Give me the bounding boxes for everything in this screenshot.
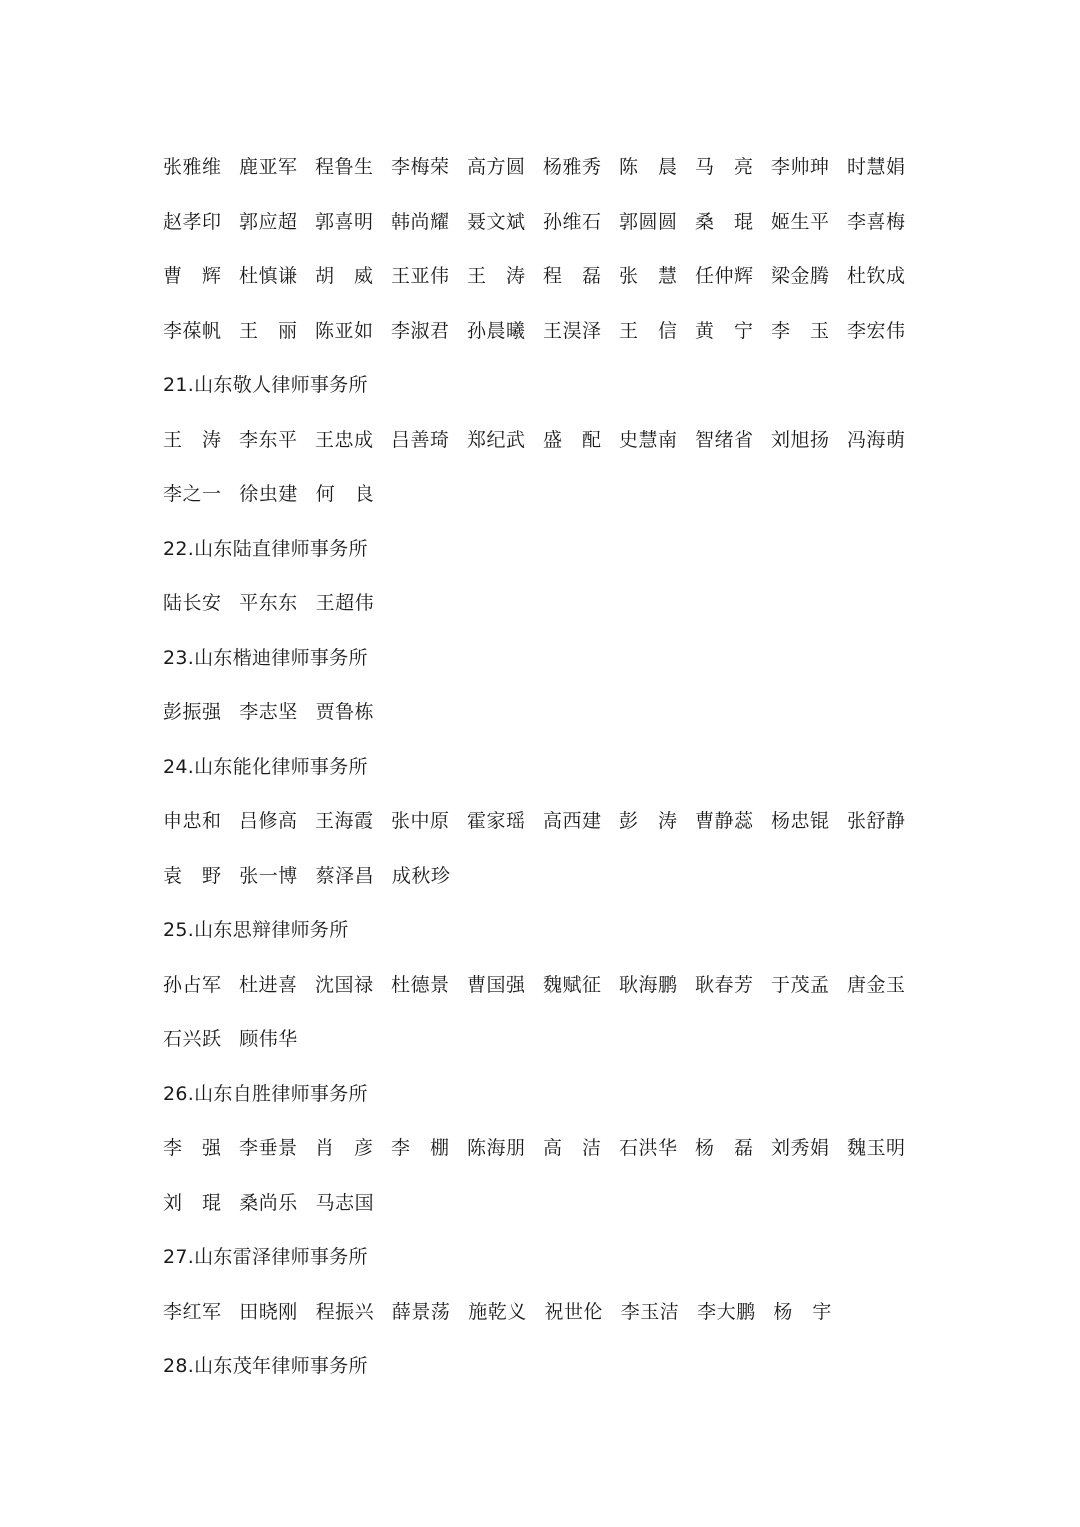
lawyer-name: 程 磊 [543,265,602,287]
firm-heading: 25.山东思辩律师务所 [163,919,349,941]
lawyer-name: 贾鲁栋 [315,701,375,723]
lawyer-name: 张雅维 [163,156,222,178]
lawyer-name: 李红军 [163,1300,222,1323]
lawyer-name: 李志坚 [239,701,298,723]
lawyer-name: 孙晨曦 [467,319,526,342]
lawyer-name: 郭应超 [239,210,298,233]
lawyer-name: 魏赋征 [543,973,602,996]
lawyer-name: 孙占军 [163,973,222,996]
firm-heading: 27.山东雷泽律师事务所 [163,1246,368,1268]
lawyer-names-row [163,685,923,740]
lawyer-name: 曹静蕊 [695,810,754,832]
lawyer-name: 智绪省 [695,428,754,451]
lawyer-name: 蔡泽昌 [315,864,375,887]
lawyer-name: 李垂景 [239,1137,298,1159]
lawyer-name: 成秋珍 [391,864,451,887]
lawyer-name: 杨雅秀 [543,156,602,178]
lawyer-name: 李淑君 [391,319,450,342]
lawyer-name: 李梅荣 [391,156,450,178]
firm-heading: 23.山东楷迪律师事务所 [163,646,368,669]
firm-heading: 22.山东陆直律师事务所 [163,537,368,560]
lawyer-name: 姬生平 [771,210,830,233]
lawyer-name: 赵孝印 [163,210,222,233]
lawyer-name: 王 丽 [239,319,298,342]
lawyer-names-row [163,195,923,250]
lawyer-name: 薛景荡 [391,1300,451,1323]
lawyer-name: 杨忠锟 [771,810,830,832]
lawyer-name: 鹿亚军 [239,156,298,178]
lawyer-name: 霍家瑶 [467,810,526,832]
lawyer-name: 时慧娟 [847,156,906,178]
firm-heading-row [163,522,923,577]
lawyer-name: 高西建 [543,810,602,832]
lawyer-name: 郭圆圆 [619,210,678,233]
lawyer-name: 李葆帆 [163,319,222,342]
firm-heading-row [163,740,923,795]
lawyer-names-row [163,304,923,359]
lawyer-name: 平东东 [239,592,298,614]
lawyer-name: 程鲁生 [315,156,374,178]
lawyer-names-row [163,249,923,304]
firm-heading-row [163,358,923,413]
lawyer-name: 唐金玉 [847,973,906,996]
lawyer-name: 梁金腾 [771,265,830,287]
lawyer-name: 祝世伦 [544,1300,603,1323]
lawyer-name: 肖 彦 [315,1137,374,1159]
firm-heading: 21.山东敬人律师事务所 [163,374,368,396]
lawyer-name: 杨 宇 [773,1300,832,1323]
lawyer-name: 沈国禄 [315,973,374,996]
lawyer-name: 张舒静 [847,810,906,832]
lawyer-name: 高方圆 [467,156,526,178]
lawyer-name: 曹 辉 [163,265,222,287]
lawyer-name: 孙维石 [543,210,602,233]
lawyer-name: 黄 宁 [695,319,754,342]
lawyer-name: 李 玉 [771,319,830,342]
lawyer-name: 王 信 [619,319,678,342]
lawyer-name: 陈 晨 [619,156,678,178]
lawyer-name: 程振兴 [315,1300,375,1323]
lawyer-name: 何 良 [315,483,375,505]
lawyer-name: 张中原 [391,810,450,832]
lawyer-name: 史慧南 [619,428,678,451]
lawyer-name: 李东平 [239,428,298,451]
lawyer-name: 王海霞 [315,810,374,832]
lawyer-name: 马 亮 [695,156,754,178]
lawyer-name: 杜德景 [391,973,450,996]
lawyer-name: 韩尚耀 [391,210,450,233]
lawyer-name: 王 涛 [163,428,222,451]
lawyer-name: 杜钦成 [847,265,906,287]
firm-heading-row [163,631,923,686]
lawyer-names-row [163,413,923,468]
lawyer-names-row [163,958,923,1013]
lawyer-name: 彭振强 [163,701,222,723]
lawyer-name: 杜慎谦 [239,265,298,287]
lawyer-name: 高 洁 [543,1137,602,1159]
lawyer-name: 石洪华 [619,1137,678,1159]
lawyer-name: 田晓刚 [239,1300,298,1323]
lawyer-names-row [163,467,923,522]
lawyer-name: 陆长安 [163,592,222,614]
lawyer-name: 杜进喜 [239,973,298,996]
lawyer-name: 徐虫建 [239,483,298,505]
lawyer-name: 顾伟华 [239,1028,298,1050]
lawyer-name: 王超伟 [315,592,375,614]
firm-heading-row [163,1339,923,1394]
lawyer-name: 桑 琨 [695,210,754,233]
lawyer-name: 郭喜明 [315,210,374,233]
lawyer-name: 陈海朋 [467,1137,526,1159]
firm-heading-row [163,1230,923,1285]
lawyer-name: 桑尚乐 [239,1191,298,1214]
lawyer-names-row [163,1121,923,1176]
lawyer-name: 彭 涛 [619,810,678,832]
lawyer-name: 魏玉明 [847,1137,906,1159]
lawyer-name: 申忠和 [163,810,222,832]
lawyer-name: 聂文斌 [467,210,526,233]
lawyer-names-row [163,1285,923,1340]
lawyer-name: 李帅珅 [771,156,830,178]
lawyer-name: 王忠成 [315,428,374,451]
lawyer-name: 王亚伟 [391,265,450,287]
lawyer-name: 刘秀娟 [771,1137,830,1159]
lawyer-names-row [163,576,923,631]
lawyer-name: 杨 磊 [695,1137,754,1159]
lawyer-name: 耿春芳 [695,973,754,996]
lawyer-name: 吕善琦 [391,428,450,451]
lawyer-name: 耿海鹏 [619,973,678,996]
lawyer-name: 吕修高 [239,810,298,832]
lawyer-name: 李玉洁 [620,1300,680,1323]
lawyer-name: 李宏伟 [847,319,906,342]
lawyer-name: 曹国强 [467,973,526,996]
lawyer-names-row [163,1176,923,1231]
lawyer-name: 李大鹏 [697,1300,756,1323]
firm-heading-row [163,1067,923,1122]
lawyer-name: 李 强 [163,1137,222,1159]
lawyer-name: 李之一 [163,483,222,505]
firm-heading: 26.山东自胜律师事务所 [163,1082,368,1105]
lawyer-name: 张 慧 [619,265,678,287]
firm-heading: 28.山东茂年律师事务所 [163,1355,368,1377]
lawyer-name: 王淏泽 [543,319,602,342]
lawyer-name: 郑纪武 [467,428,526,451]
lawyer-name: 王 涛 [467,265,526,287]
lawyer-name: 盛 配 [543,428,602,451]
lawyer-names-row [163,794,923,849]
document-body [163,140,923,1394]
lawyer-names-row [163,849,923,904]
lawyer-name: 张一博 [239,864,298,887]
lawyer-name: 袁 野 [163,864,222,887]
lawyer-names-row [163,140,923,195]
lawyer-name: 冯海萌 [847,428,906,451]
lawyer-name: 李 棚 [391,1137,450,1159]
lawyer-name: 马志国 [315,1191,375,1214]
lawyer-name: 施乾义 [468,1300,527,1323]
lawyer-name: 陈亚如 [315,319,374,342]
lawyer-name: 任仲辉 [695,265,754,287]
lawyer-name: 刘旭扬 [771,428,830,451]
lawyer-name: 胡 威 [315,265,374,287]
lawyer-name: 刘 琨 [163,1191,222,1214]
firm-heading-row [163,903,923,958]
firm-heading: 24.山东能化律师事务所 [163,755,368,778]
lawyer-name: 于茂孟 [771,973,830,996]
lawyer-names-row [163,1012,923,1067]
lawyer-name: 李喜梅 [847,210,906,233]
lawyer-name: 石兴跃 [163,1028,222,1050]
